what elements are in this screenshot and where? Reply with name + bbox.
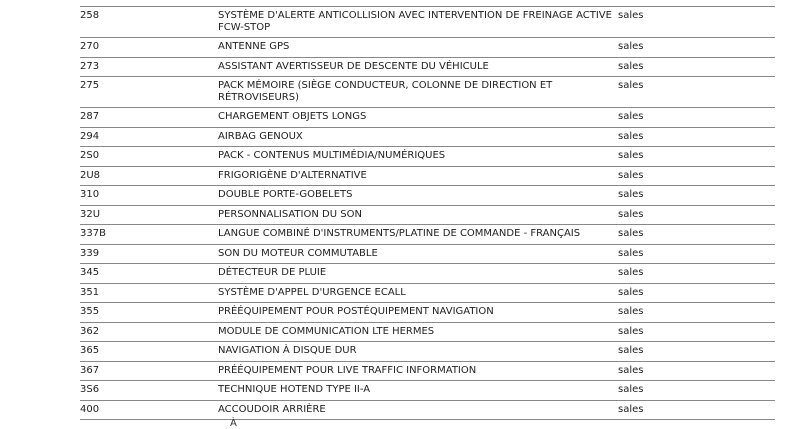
table-row — [80, 57, 775, 77]
option-type: sales — [618, 345, 644, 356]
option-code: 258 — [80, 10, 100, 21]
table-row — [80, 205, 775, 225]
option-code: 362 — [80, 325, 100, 337]
option-type: sales — [618, 111, 644, 122]
table-row — [80, 225, 775, 245]
option-code: 273 — [80, 60, 100, 72]
option-description: PACK MÉMOIRE (SIÈGE CONDUCTEUR, COLONNE DE DIRECTION ET RÉTROVISEURS) — [218, 80, 553, 103]
table-row — [80, 38, 775, 58]
option-type: sales — [618, 41, 644, 52]
option-type: sales — [618, 80, 644, 91]
option-description: SYSTÈME D'APPEL D'URGENCE ECALL — [218, 286, 406, 298]
option-description: ASSISTANT AVERTISSEUR DE DESCENTE DU VÉHICULE — [218, 60, 489, 72]
option-code: 287 — [80, 111, 100, 122]
table-row — [80, 7, 775, 38]
table-row — [80, 186, 775, 206]
options-table — [80, 6, 775, 420]
option-description: AIRBAG GENOUX — [218, 130, 303, 142]
option-code: 294 — [80, 130, 100, 142]
option-description: PRÉÉQUIPEMENT POUR LIVE TRAFFIC INFORMATION — [218, 364, 477, 376]
table-row — [80, 108, 775, 128]
option-type: sales — [618, 384, 644, 395]
table-row — [80, 264, 775, 284]
option-type: sales — [618, 169, 644, 181]
option-type: sales — [618, 208, 644, 220]
option-code: 3S6 — [80, 384, 100, 395]
option-description: SYSTÈME D'ALERTE ANTICOLLISION AVEC INTERVENTION DE FREINAGE ACTIVE FCW-STOP — [218, 10, 612, 33]
table-row — [80, 381, 775, 401]
option-code: 310 — [80, 189, 100, 200]
option-code: 270 — [80, 41, 100, 52]
option-description: ACCOUDOIR ARRIÈRE — [218, 403, 326, 415]
table-row — [80, 322, 775, 342]
table-row — [80, 342, 775, 362]
option-type: sales — [618, 130, 644, 142]
table-row — [80, 166, 775, 186]
option-description: PACK - CONTENUS MULTIMÉDIA/NUMÉRIQUES — [218, 150, 446, 161]
option-type: sales — [618, 228, 644, 239]
table-row — [80, 77, 775, 108]
option-code: 345 — [80, 267, 100, 278]
option-code: 367 — [80, 364, 100, 376]
option-code: 32U — [80, 208, 101, 220]
option-code: 355 — [80, 306, 100, 317]
option-code: 337B — [80, 228, 106, 239]
option-code: 400 — [80, 403, 100, 415]
option-code: 339 — [80, 247, 100, 259]
table-row — [80, 127, 775, 147]
table-row — [80, 283, 775, 303]
option-type: sales — [618, 403, 644, 415]
option-description: PRÉÉQUIPEMENT POUR POSTÉQUIPEMENT NAVIGATION — [218, 306, 494, 317]
option-description: CHARGEMENT OBJETS LONGS — [218, 111, 367, 122]
option-code: 365 — [80, 345, 100, 356]
table-row — [80, 400, 775, 420]
option-code: 351 — [80, 286, 100, 298]
option-type: sales — [618, 150, 644, 161]
option-type: sales — [618, 325, 644, 337]
next-row-partial-text: À — [230, 418, 237, 429]
option-description: DOUBLE PORTE-GOBELETS — [218, 189, 353, 200]
option-code: 2U8 — [80, 169, 101, 181]
option-description: NAVIGATION À DISQUE DUR — [218, 345, 357, 356]
option-description: FRIGORIGÈNE D'ALTERNATIVE — [218, 169, 367, 181]
option-description: ANTENNE GPS — [218, 41, 290, 52]
option-type: sales — [618, 364, 644, 376]
option-type: sales — [618, 10, 644, 21]
option-type: sales — [618, 306, 644, 317]
option-description: SON DU MOTEUR COMMUTABLE — [218, 247, 378, 259]
option-type: sales — [618, 60, 644, 72]
option-type: sales — [618, 267, 644, 278]
option-description: LANGUE COMBINÉ D'INSTRUMENTS/PLATINE DE COMMANDE - FRANÇAIS — [218, 228, 581, 239]
table-row — [80, 303, 775, 323]
option-description: MODULE DE COMMUNICATION LTE HERMES — [218, 325, 435, 337]
option-type: sales — [618, 286, 644, 298]
option-description: DÉTECTEUR DE PLUIE — [218, 267, 327, 278]
option-code: 275 — [80, 80, 100, 91]
option-type: sales — [618, 189, 644, 200]
option-description: TECHNIQUE HOTEND TYPE II-A — [218, 384, 371, 395]
option-description: PERSONNALISATION DU SON — [218, 208, 362, 220]
table-row — [80, 361, 775, 381]
option-type: sales — [618, 247, 644, 259]
table-row — [80, 244, 775, 264]
option-code: 2S0 — [80, 150, 100, 161]
table-row — [80, 147, 775, 167]
